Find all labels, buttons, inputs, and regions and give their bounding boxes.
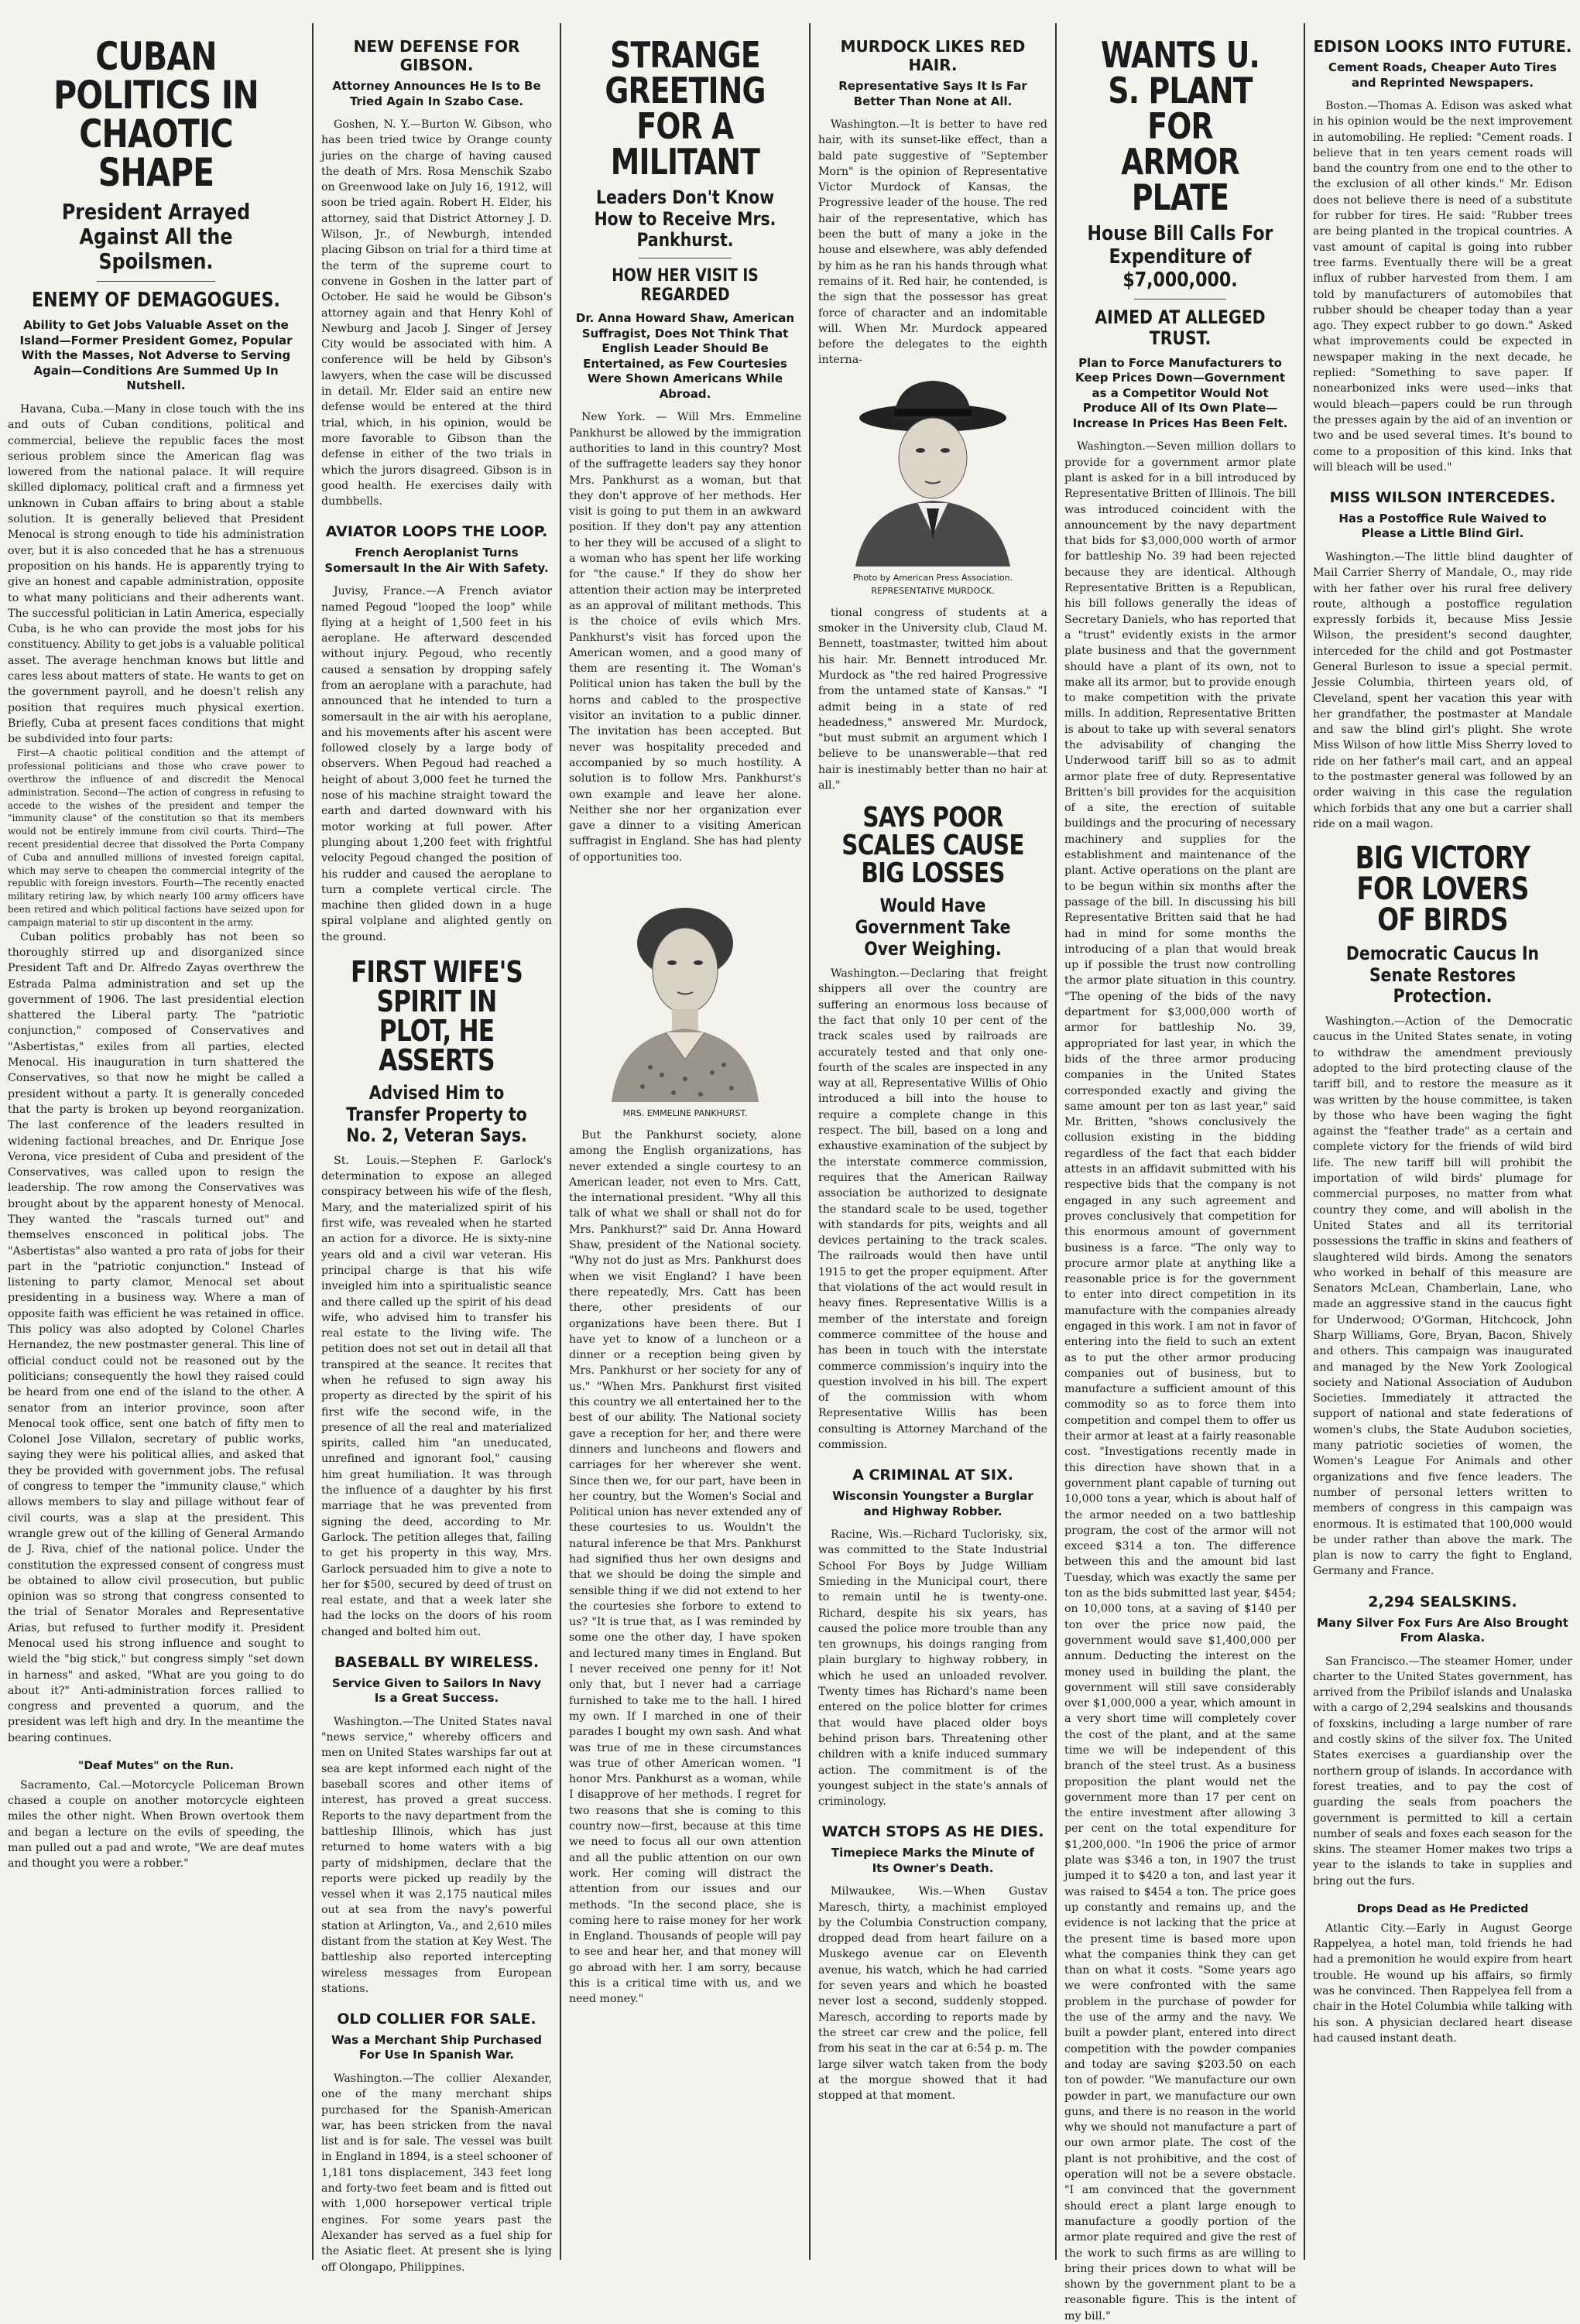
headline-cuban-politics: CUBAN POLITICS IN CHAOTIC SHAPE (53, 34, 259, 195)
headline-edison: EDISON LOOKS INTO FUTURE. (1313, 37, 1572, 56)
headline-armor-plate: WANTS U. S. PLANT FOR ARMOR PLATE (1100, 34, 1260, 218)
divider (97, 281, 215, 282)
deck-edison: Cement Roads, Cheaper Auto Tires and Reprinted Newspapers. (1328, 60, 1557, 90)
article-drops-dead: Atlantic City.—Early in August George Rappelyea, a hotel man, told friends he had had a premonition he would expire from heart trouble. He wound up his affairs, so firmly was he convinced. Then Rappelyea fell from a chair in the Hotel Columbia while talking with his son. A physician declared heart disease had caused instant death. (1313, 1922, 1572, 2045)
article-collier: Washington.—The collier Alexander, one of the many merchant ships purchased for the Spanish-American war, has been stricken from the naval list and is for sale. The vessel was built in England in 1894, is a steel schooner of 1,181 tons displacement, 343 feet long and forty-two feet beam and is fitted out with 1,000 horsepower vertical triple engines. For some years past the Alexander has served as a fuel ship for the Asiatic fleet. At present she is lying off Olongapo, Philippines. (321, 2072, 552, 2274)
deck-murdock: Representative Says It Is Far Better Than None at All. (838, 79, 1027, 108)
deck-aviator: French Aeroplanist Turns Somersault In the Air With Safety. (324, 546, 549, 575)
headline-strange-greeting: STRANGE GREETING FOR A MILITANT (605, 34, 766, 183)
deck-criminal: Wisconsin Youngster a Burglar and Highway Robber. (832, 1489, 1033, 1518)
deck-baseball: Service Given to Sailors In Navy Is a Great Success. (331, 1675, 542, 1706)
article-body: Havana, Cuba.—Many in close touch with the ins and outs of Cuban conditions, political and commercial, believe the republic faces the most serious problem since the American flag was lowered from the national palace. It will require skilled diplomacy, political craft and a firmness yet unknown in Cuban affairs to bring about a stable solution. It is generally believed that President Menocal is strong enough to tide his administration over, but it is also conceded that he has a strenuous proposition on his hands. He is apparently trying to give an honest and capable administration, opposite to what many politicians and their adherents want. The successful politician in Latin America, especially Cuba, is he who can provide the most jobs for his constituency. Ability to get jobs is a valuable political asset. The average henchman knows but little and cares less about matters of state. He wants to get on the government payroll, and he doesn't relish any position that requires much physical exertion. Briefly, Cuba at present faces conditions that might be subdivided into four parts: (8, 402, 304, 746)
article-scales: Washington.—Declaring that freight shippers all over the country are suffering an enormous loss because of the fact that only 10 per cent of the track scales used by railroads are accurately tested and that only one-fourth of the scales are inspected in any way at all, Representative Willis of Ohio introduced a bill into the house to require a complete change in this respect. The bill, based on a long and exhaustive examination of the subject by the interstate commerce commission, requires that the American Railway association be authorized to designate the standard scale to be used, together with standards for pits, weights and all devices pertaining to the track scales. The railroads would then have until 1915 to get the proper equipment. After that violations of the act would result in heavy fines. Representative Willis is a member of the interstate and foreign commerce committee of the house and has been in touch with the interstate commerce commission's inquiry into the question involved in his bill. The expert of the commission with whom Representative Willis has been consulting is Attorney Marchand of the commission. (818, 967, 1047, 1451)
subhead-weighing: Would Have Government Take Over Weighing. (855, 895, 1011, 960)
article-murdock: Washington.—It is better to have red hair, with its sunset-like effect, than a bald pate suggestive of "September Morn" is the opinion of Representative Victor Murdock of Kansas, the Progressive leader of the house. The red hair of the representative, which has been the butt of many a joke in the house and elsewhere, was ably defended by him as he ran his hands through what remains of it. Red hair, he contended, is the sign that the possessor has great force of character and an indomitable will. When Mr. Murdock appeared before the delegates to the eighth interna- (818, 118, 1047, 367)
headline-sealskins: 2,294 SEALSKINS. (1368, 1593, 1517, 1610)
pankhurst-portrait-image (596, 870, 774, 1102)
headline-first-wife: FIRST WIFE'S SPIRIT IN PLOT, HE ASSERTS (350, 955, 523, 1078)
headline-baseball: BASEBALL BY WIRELESS. (334, 1654, 540, 1672)
headline-birds: BIG VICTORY FOR LOVERS OF BIRDS (1355, 840, 1530, 939)
article-murdock-continued: tional congress of students at a smoker in the University club, Claud M. Bennett, toastmaster, twitted him about his hair. Mr. Bennett introduced Mr. Murdock as "the red haired Progressive from the untamed state of Kansas." "I admit being in a state of red headedness," answered Mr. Murdock, "but must submit an argument which I believe to be unanswerable—that red hair is inestimably better than no hair at all." (818, 606, 1047, 792)
article-pankhurst: New York. — Will Mrs. Emmeline Pankhurst be allowed by the immigration authorities to land in this country? Most of the suffragette leaders say they honor Mrs. Pankhurst as a woman, but that they don't approve of her methods. Her visit is going to put them in an awkward position. If they don't pay any attention to her they will be accused of a slight to a woman who has spent her life working for "the cause." If they do show her attention their action may be interpreted as an approval of militant methods. This is the choice of evils which Mrs. Pankhurst's visit has forced upon the American women, and a good many of them are resenting it. The Woman's Political union has taken the bull by the horns and cabled to the prospective visitor an invitation to a public dinner. The invitation has been accepted. But never was hospitality preceded and accompanied by so much hostility. A solution is to follow Mrs. Pankhurst's own example and leave her alone. Neither she nor her organization ever gave a dinner to a visiting American suffragist in England. She has had plenty of opportunities too. (569, 411, 801, 864)
deck-armor: Plan to Force Manufacturers to Keep Prices Down—Government as a Competitor Would Not Produce All of Its Own Plate—Increase In Prices Has Been Felt. (1072, 355, 1288, 430)
article-pankhurst-continued: But the Pankhurst society, alone among the English organizations, has never extended a single courtesy to an American leader, not even to Mrs. Catt, the international president. "Why all this talk of what we shall or shall not do for Mrs. Pankhurst?" said Dr. Anna Howard Shaw, president of the National society. "Why not do just as Mrs. Pankhurst does when we visit England? I have been there repeatedly, Mrs. Catt has been there, other presidents of our organizations have been there. But I have yet to know of a luncheon or a dinner or a reception being given by Mrs. Pankhurst or her society for any of us." "When Mrs. Pankhurst first visited this country we all entertained her to the best of our ability. The National society gave a reception for her, and there were dinners and luncheons and flowers and carriages for her wherever she went. Since then we, for our part, have been in her country, but the Women's Social and Political union has never extended any of these courtesies to us. Wouldn't the natural inference be that Mrs. Pankhurst had signified thus her own designs and that we should be doing the simple and sensible thing if we did not extend to her the courtesies she forbore to extend to us? "It is true that, as I was reminded by some one the other day, I have spoken and lectured many times in England. But I never received one penny for it! Not only that, but I never had a carriage furnished to take me to the hall. I hired my own. If I marched in one of their parades I bought my own sash. And what was true of me in these circumstances was true of other American women. "I honor Mrs. Pankhurst as a woman, while I disapprove of her methods. I regret for two reasons that she is coming to this country now—first, because at this time we need to focus all our own attention and all the public attention on our own work. Her coming will distract the attention from our issues and our methods. "In the second place, she is coming here to raise money for her work in England. Thousands of people will pay to see and hear her, and that money will go abroad with her. I am sorry, because this is a critical time with us, and we need money." (569, 1128, 801, 2006)
column-edison (1305, 31, 1580, 2258)
column-pankhurst (561, 31, 809, 2258)
murdock-portrait-image (840, 373, 1026, 566)
article-armor: Washington.—Seven million dollars to provide for a government armor plate plant is asked for in a bill introduced by Representative Britten of Illinois. The bill was introduced coincident with the announcement by the navy department that bids for $3,000,000 worth of armor for battleship No. 39 had been rejected because they are identical. Although Representative Britten is a Republican, his bill follows generally the ideas of Secretary Daniels, who has reported that a "trust" evidently exists in the armor plate business and that the government should have a plant of its own, not to make all its armor, but to provide enough to make competition with the private mills. In addition, Representative Britten is about to take up with several senators the advisability of changing the Underwood tariff bill so as to admit armor plate free of duty. Representative Britten's bill provides for the acquisition of a site, the erection of suitable buildings and the procuring of necessary machinery and supplies for the establishment and maintenance of the plant. Active operations on the plant are to be begun within six months after the passage of the bill. In discussing his bill Representative Britten said that he had had in mind for some months the introducing of a plan that would break up if possible the trust now controlling the armor plate situation in this country. "The opening of the bids of the navy department for $3,000,000 worth of armor for battleship No. 39, appropriated for last year, in which the bids of the three armor producing companies in the United States corresponded exactly and giving the same amount per ton as last year," said Mr. Britten, "shows conclusively the collusion existing in the bidding regardless of the fact that each bidder attests in an affidavit submitted with his respective bids that the company is not engaged in any such agreement and proves conclusively that competition for this enormous amount of government business is a farce. "The only way to procure armor plate at anything like a reasonable price is for the government to enter into direct competition in its manufacture with the companies already engaged in this work. I am not in favor of entering into the field to such an extent as to put the other armor producing companies out of business, but to manufacture a sufficient amount of this commodity so as to force them into competition and compel them to offer us their armor at least at a fairly reasonable cost. "Investigations recently made in this direction have shown that in a government plant capable of turning out 10,000 tons a year, which is about half of the armor needed on a two battleship program, the cost of the armor will not exceed $314 a ton. The difference between this and the amount bid last Tuesday, which was exactly the same per ton as the bids submitted last year, $454; on 10,000 tons, at a saving of $140 per ton over the price now paid, the government would save $1,400,000 per annum. Deducting the interest on the money used in building the plant, the government will still save considerably over $1,000,000 a year, which amount in a very short time will completely cover the cost of the plant, and at the same time we will be independent of this branch of the steel trust. As a business proposition the plant would net the government more than 17 per cent on the entire investment after allowing 3 per cent on the total expenditure for $1,200,000. "In 1906 the price of armor plate was $346 a ton, in 1907 the trust jumped it to $420 a ton, and last year it was raised to $454 a ton. The price goes up constantly and remains up, and the evidence is not lacking that the price at the present time is based more upon what the companies think they can get than on what it costs. "Some years ago we were confronted with the same problem in the purchase of powder for the use of the army and the navy. We built a powder plant, entered into direct competition with the powder companies and today are saving $203.50 on each ton of powder. "We manufacture our own powder in part, we manufacture our own guns, and there is no reason in the world why we should not manufacture a part of our own armor plate. The cost of the plant is not prohibitive, and the cost of operation will not be a severe obstacle. "I am convinced that the government should erect a plant large enough to manufacture a goodly portion of the armor plate required and give the rest of the work to such firms as are willing to bring their prices down to what will be shown by the government plant to be a reasonable figure. This is the intent of my bill." (1064, 440, 1296, 2322)
headline-drops-dead: Drops Dead as He Predicted (1356, 1902, 1529, 1915)
subhead-leaders: Leaders Don't Know How to Receive Mrs. Pankhurst. (594, 187, 776, 252)
headline-poor-scales: SAYS POOR SCALES CAUSE BIG LOSSES (841, 802, 1024, 890)
caption-pankhurst: MRS. EMMELINE PANKHURST. (622, 1107, 748, 1118)
deck-gibson: Attorney Announces He Is to Be Tried Again In Szabo Case. (332, 79, 541, 108)
deck-pankhurst: Dr. Anna Howard Shaw, American Suffragist, Does Not Think That English Leader Should Be Entertained, as Few Courtesies Were Shown Americans While Abroad. (575, 311, 795, 401)
article-body-continued: Cuban politics probably has not been so thoroughly stirred up and disorganized since President Taft and Dr. Alfredo Zayas overthrew the Estrada Palma administration and set up the government of 1906. The last presidential election shattered the Liberal party. The "patriotic conjunction," composed of Conservatives and "Asbertistas," exiles from all parties, elected Menocal. His inauguration in turn shattered the Conservatives, so that now he might be called a president without a party. It is generally conceded that the party is broken up beyond reorganization. The last conference of the leaders resulted in widening factional breaches, and Dr. Enrique Jose Verona, vice president of Cuba and president of the Conservatives, was called upon to resign the leadership. The row among the Conservatives was brought about by the apparent honesty of Menocal. They wanted the "rascals turned out" and themselves ensconced in political jobs. The "Asbertistas" also wanted a pro rata of jobs for their part in the "patriotic conjunction." Instead of listening to party clamor, Menocal set about presidenting in a business way. Where a man of opposite faith was efficient he was retained in office. This policy was also adopted by Colonel Charles Hernandez, the new postmaster general. This line of official conduct could not be reasoned out by the politicians; consequently the howl they raised could be heard from one end of the island to the other. A senator from an interior province, soon after Menocal took office, sent one batch of fifty men to Colonel Jose Villalon, secretary of public works, saying they were his political allies, and asked that they be provided with government jobs. The refusal of congress to temper the "immunity clause," which allows members to slay and pillage without fear of civil courts, was a slap at the president. This wrangle grew out of the killing of General Armando de J. Riva, chief of the national police. Under the constitution the expressed consent of congress must be obtained to allow civil prosecution, but public opinion was so strong that congress consented to the trial of Senator Morales and Representative Arias, but refused to further modify it. President Menocal used his strong influence and sought to wield the "big stick," but congress simply "set down in harness" and asked, "What are you going to do about it?" Anti-administration forces rallied to congress and prevented a quorum, and the president was left high and dry. In the meantime the bearing continues. (8, 930, 304, 1744)
article-edison: Boston.—Thomas A. Edison was asked what in his opinion would be the next improvement in automobiling. He replied: "Cement roads. I believe that in ten years cement roads will band the country from one end to the other to the exclusion of all other kinds." Mr. Edison does not believe there is need of a substitute for rubber for tires. He said: "Rubber trees are being planted in the tropical countries. A vast amount of capital is going into rubber tree farms. Eventually there will be a great influx of rubber harvested from them. I am told by manufacturers of automobiles that rubber should be cheaper today than a year ago. They expect rubber to go down." Asked what improvements could be expected in newspaper making in the next decade, he replied: "Something to save paper. If nonearbonized inks were used—inks that would bleach—papers could be run through the presses again by the aid of an invention or two and be used several times. It's bound to come to a proposition of this kind. Inks that will bleach will be used." (1313, 100, 1572, 474)
deck-collier: Was a Merchant Ship Purchased For Use In Spanish War. (331, 2032, 543, 2062)
subhead-caucus: Democratic Caucus In Senate Restores Protection. (1345, 943, 1540, 1008)
subhead-first-wife: Advised Him to Transfer Property to No. 2, Veteran Says. (346, 1082, 527, 1147)
article-watch: Milwaukee, Wis.—When Gustav Maresch, thirty, a machinist employed by the Columbia Construction company, dropped dead from heart failure on a Muskego avenue car on Eleventh avenue, his watch, which he had carried for seven years and which he boasted never lost a second, suddenly stopped. Maresch, according to reports made by the street car crew and the police, fell from his seat in the car at 6:54 p. m. The large silver watch taken from the body at the morgue showed that it had stopped at that moment. (818, 1885, 1047, 2103)
column-armor-plate (1057, 31, 1304, 2322)
article-points: First—A chaotic political condition and the attempt of professional politicians and those who crave power to overthrow the influence of and discredit the Menocal administration. Second—The action of congress in refusing to accede to the wishes of the president and temper the "immunity clause" of the constitution so that its members would not be entirely immune from civil courts. Third—The recent presidential decree that dissolved the Porta Company of Cuba and annulled millions of invested foreign capital, which may serve to cheapen the commercial integrity of the republic with foreign investors. Fourth—The recently enacted military retiring law, by which nearly 100 army officers have been retired and which political factions have seized upon for campaign material to stir up discontent in the army. (8, 748, 304, 928)
deck-watch: Timepiece Marks the Minute of Its Owner's Death. (831, 1846, 1035, 1875)
article-gibson: Goshen, N. Y.—Burton W. Gibson, who has been tried twice by Orange county juries on the charge of having caused the death of Mrs. Rosa Menschik Szabo on Greenwood lake on July 16, 1912, will soon be tried again. Robert H. Elder, his attorney, said that District Attorney J. D. Wilson, Jr., of Newburgh, intended placing Gibson on trial for a third time at the term of the supreme court to convene in Goshen in the latter part of October. He said he would be Gibson's attorney again and that Henry Kohl of Newburg and Jacob J. Singer of Jersey City would be associated with him. A conference will be held by Gibson's lawyers, when the case will be discussed in detail. Mr. Elder said an entire new defense would be entered at the third trial, which, in his opinion, would be more favorable to Gibson than the defense in either of the two trials in which the jurors disagreed. Gibson is in good health. He exercises daily with dumbbells. (321, 118, 552, 508)
portrait-murdock (818, 373, 1047, 570)
article-baseball: Washington.—The United States naval "news service," whereby officers and men on United States warships far out at sea are kept informed each night of the baseball scores and other items of interest, has proved a great success. Reports to the navy department from the battleship Illinois, which has just returned to home waters with a big party of midshipmen, declare that the reports were picked up readily by the vessel when it was 2,175 nautical miles out at sea from the navy's powerful station at Arlington, Va., and 2,610 miles distant from the station at Key West. The battleship also reported intercepting wireless messages from European stations. (321, 1715, 552, 1995)
article-aviator: Juvisy, France.—A French aviator named Pegoud "looped the loop" while flying at a height of 1,500 feet in his aeroplane. He afterward descended without injury. Pegoud, who recently caused a sensation by dropping safely from an aeroplane with a parachute, had announced that he intended to turn a somersault in the air with his aeroplane, and his movements after his ascent were followed closely by a large body of observers. When Pegoud had reached a height of about 3,000 feet he turned the nose of his machine straight toward the earth and darted downward with his motor working at full power. After plunging about 1,200 feet with frightful velocity Pegoud changed the position of his rudder and caused the aeroplane to turn a complete vertical circle. The machine then glided down in a huge spiral volplane and alighted gently on the ground. (321, 585, 552, 943)
headline-murdock: MURDOCK LIKES RED HAIR. (840, 37, 1026, 74)
subhead-expenditure: House Bill Calls For Expenditure of $7,000,000. (1087, 222, 1273, 292)
subhead-trust: AIMED AT ALLEGED TRUST. (1095, 306, 1266, 350)
column-gibson (314, 31, 560, 2274)
headline-aviator: AVIATOR LOOPS THE LOOP. (325, 523, 548, 541)
column-cuban-politics (0, 31, 312, 2258)
deck-sealskins: Many Silver Fox Furs Are Also Brought From Alaska. (1317, 1615, 1568, 1645)
column-murdock (811, 31, 1055, 2258)
headline-miss-wilson: MISS WILSON INTERCEDES. (1329, 489, 1556, 507)
article-first-wife: St. Louis.—Stephen F. Garlock's determination to expose an alleged conspiracy between his wife of the flesh, Mary, and the materialized spirit of his first wife, was revealed when he started an action for a divorce. He is sixty-nine years old and a civil war veteran. His principal charge is that his wife inveigled him into a spiritualistic seance and there called up the spirit of his dead wife, who advised him to transfer his real estate to the living wife. The petition does not set out in detail all that transpired at the seance. It recites that when he refused to sign away his property as directed by the spirit of his first wife the second wife, in the presence of all the real and materialized spirits, called him "an uneducated, unrefined and ignorant fool," causing him great humiliation. It was through the influence of a daughter by his first marriage that he was prevented from signing the deed, according to Mr. Garlock. The petition alleges that, failing to get his property in this way, Mrs. Garlock persuaded him to give a note to her for $500, secured by deed of trust on real estate, and that a week later she had the locks on the doors of his room changed and bolted him out. (321, 1154, 552, 1638)
article-deaf-mutes: Sacramento, Cal.—Motorcycle Policeman Brown chased a couple on another motorcycle eighteen miles the other night. When Brown overtook them and began a lecture on the evils of speeding, the man pulled out a pad and wrote, "We are deaf mutes and thought you were a robber." (8, 1778, 304, 1870)
article-miss-wilson: Washington.—The little blind daughter of Mail Carrier Sherry of Mandale, O., may ride with her father over his rural free delivery route, although a postoffice regulation expressly forbids it, because Miss Jessie Wilson, the president's second daughter, interceded for the child and got Postmaster General Burleson to issue a special permit. Jessie Columbia, thirteen years old, of Cleveland, spent her vacation this year with her grandfather, the postmaster at Mandale and saw the blind girl's plight. She wrote Miss Wilson of how little Miss Sherry loved to ride on her father's mail cart, and an appeal to the postmaster general was followed by an order waiving in this case the regulation which forbids that any one but a carrier shall ride on a mail wagon. (1313, 550, 1572, 830)
headline-collier: OLD COLLIER FOR SALE. (337, 2011, 536, 2028)
headline-watch: WATCH STOPS AS HE DIES. (821, 1823, 1044, 1841)
article-criminal: Racine, Wis.—Richard Tuclorisky, six, was committed to the State Industrial School For Boys by Judge William Smieding in the Municipal court, there to remain until he is twenty-one. Richard, despite his six years, has caused the police more trouble than any ten grownups, his doings ranging from plain burglary to highway robbery, in which he used an unloaded revolver. Twenty times has Richard's name been entered on the police blotter for crimes that would have placed older boys behind prison bars. Threatening other children with a knife induced summary action. The commitment is of the youngest subject in the state's annals of criminology. (818, 1528, 1047, 1809)
photo-credit: Photo by American Press Association. (852, 572, 1013, 583)
portrait-pankhurst (569, 870, 801, 1105)
deck-cuban: Ability to Get Jobs Valuable Asset on the Island—Former President Gomez, Popular With the Masses, Not Adverse to Serving Again—Conditions Are Summed Up In Nutshell. (19, 318, 293, 393)
headline-deaf-mutes: "Deaf Mutes" on the Run. (78, 1760, 234, 1773)
article-birds: Washington.—Action of the Democratic caucus in the United States senate, in voting to withdraw the amendment previously adopted to the bird protecting clause of the tariff bill, and to restore the measure as it was written by the house committee, is taken by those who have been waging the fight against the "feather trade" as a certain and complete victory for the friends of wild bird life. The new tariff bill will prohibit the importation of wild birds' plumage for commercial purposes, no matter from what country they come, and will abolish in the United States and all its territorial possessions the traffic in skins and feathers of slaughtered wild birds. Among the senators who worked in behalf of this measure are Senators McLean, Chamberlain, Lane, who made an aggressive stand in the caucus fight for Underwood; O'Gorman, Hitchcock, John Sharp Williams, Gore, Bryan, Bacon, Shively and others. This campaign was inaugurated and managed by the New York Zoological society and National Association of Audubon Societies. Immediately it attracted the support of national and state federations of women's clubs, the State Audubon societies, many patriotic societies of women, the Women's League For Animals and other organizations and five fence leaders. The number of personal letters written to members of congress in this campaign was enormous. It is estimated that 100,000 would be under rather than above the mark. The plan is now to carry the fight to England, Germany and France. (1313, 1015, 1572, 1578)
headline-criminal: A CRIMINAL AT SIX. (852, 1467, 1013, 1484)
article-sealskins: San Francisco.—The steamer Homer, under charter to the United States government, has arrived from the Pribilof islands and Unalaska with a cargo of 2,294 sealskins and thousands of foxskins, including a large number of rare and costly skins of the silver fox. The United States exercises a guardianship over the northern group of islands. In accordance with forest treaties, and to pay the cost of guarding the seals from poachers the government is permitted to kill a certain number of seals and foxes each season for the skins. The steamer Homer makes two trips a year to the islands to take in supplies and bring out the furs. (1313, 1655, 1572, 1888)
caption-murdock: REPRESENTATIVE MURDOCK. (871, 585, 995, 596)
subhead-enemy: ENEMY OF DEMAGOGUES. (32, 288, 280, 312)
subhead-president: President Arrayed Against All the Spoilsmen. (61, 199, 251, 275)
headline-gibson: NEW DEFENSE FOR GIBSON. (353, 37, 520, 74)
subhead-visit: HOW HER VISIT IS REGARDED (612, 265, 759, 306)
deck-miss-wilson: Has a Postoffice Rule Waived to Please a Little Blind Girl. (1338, 511, 1547, 541)
